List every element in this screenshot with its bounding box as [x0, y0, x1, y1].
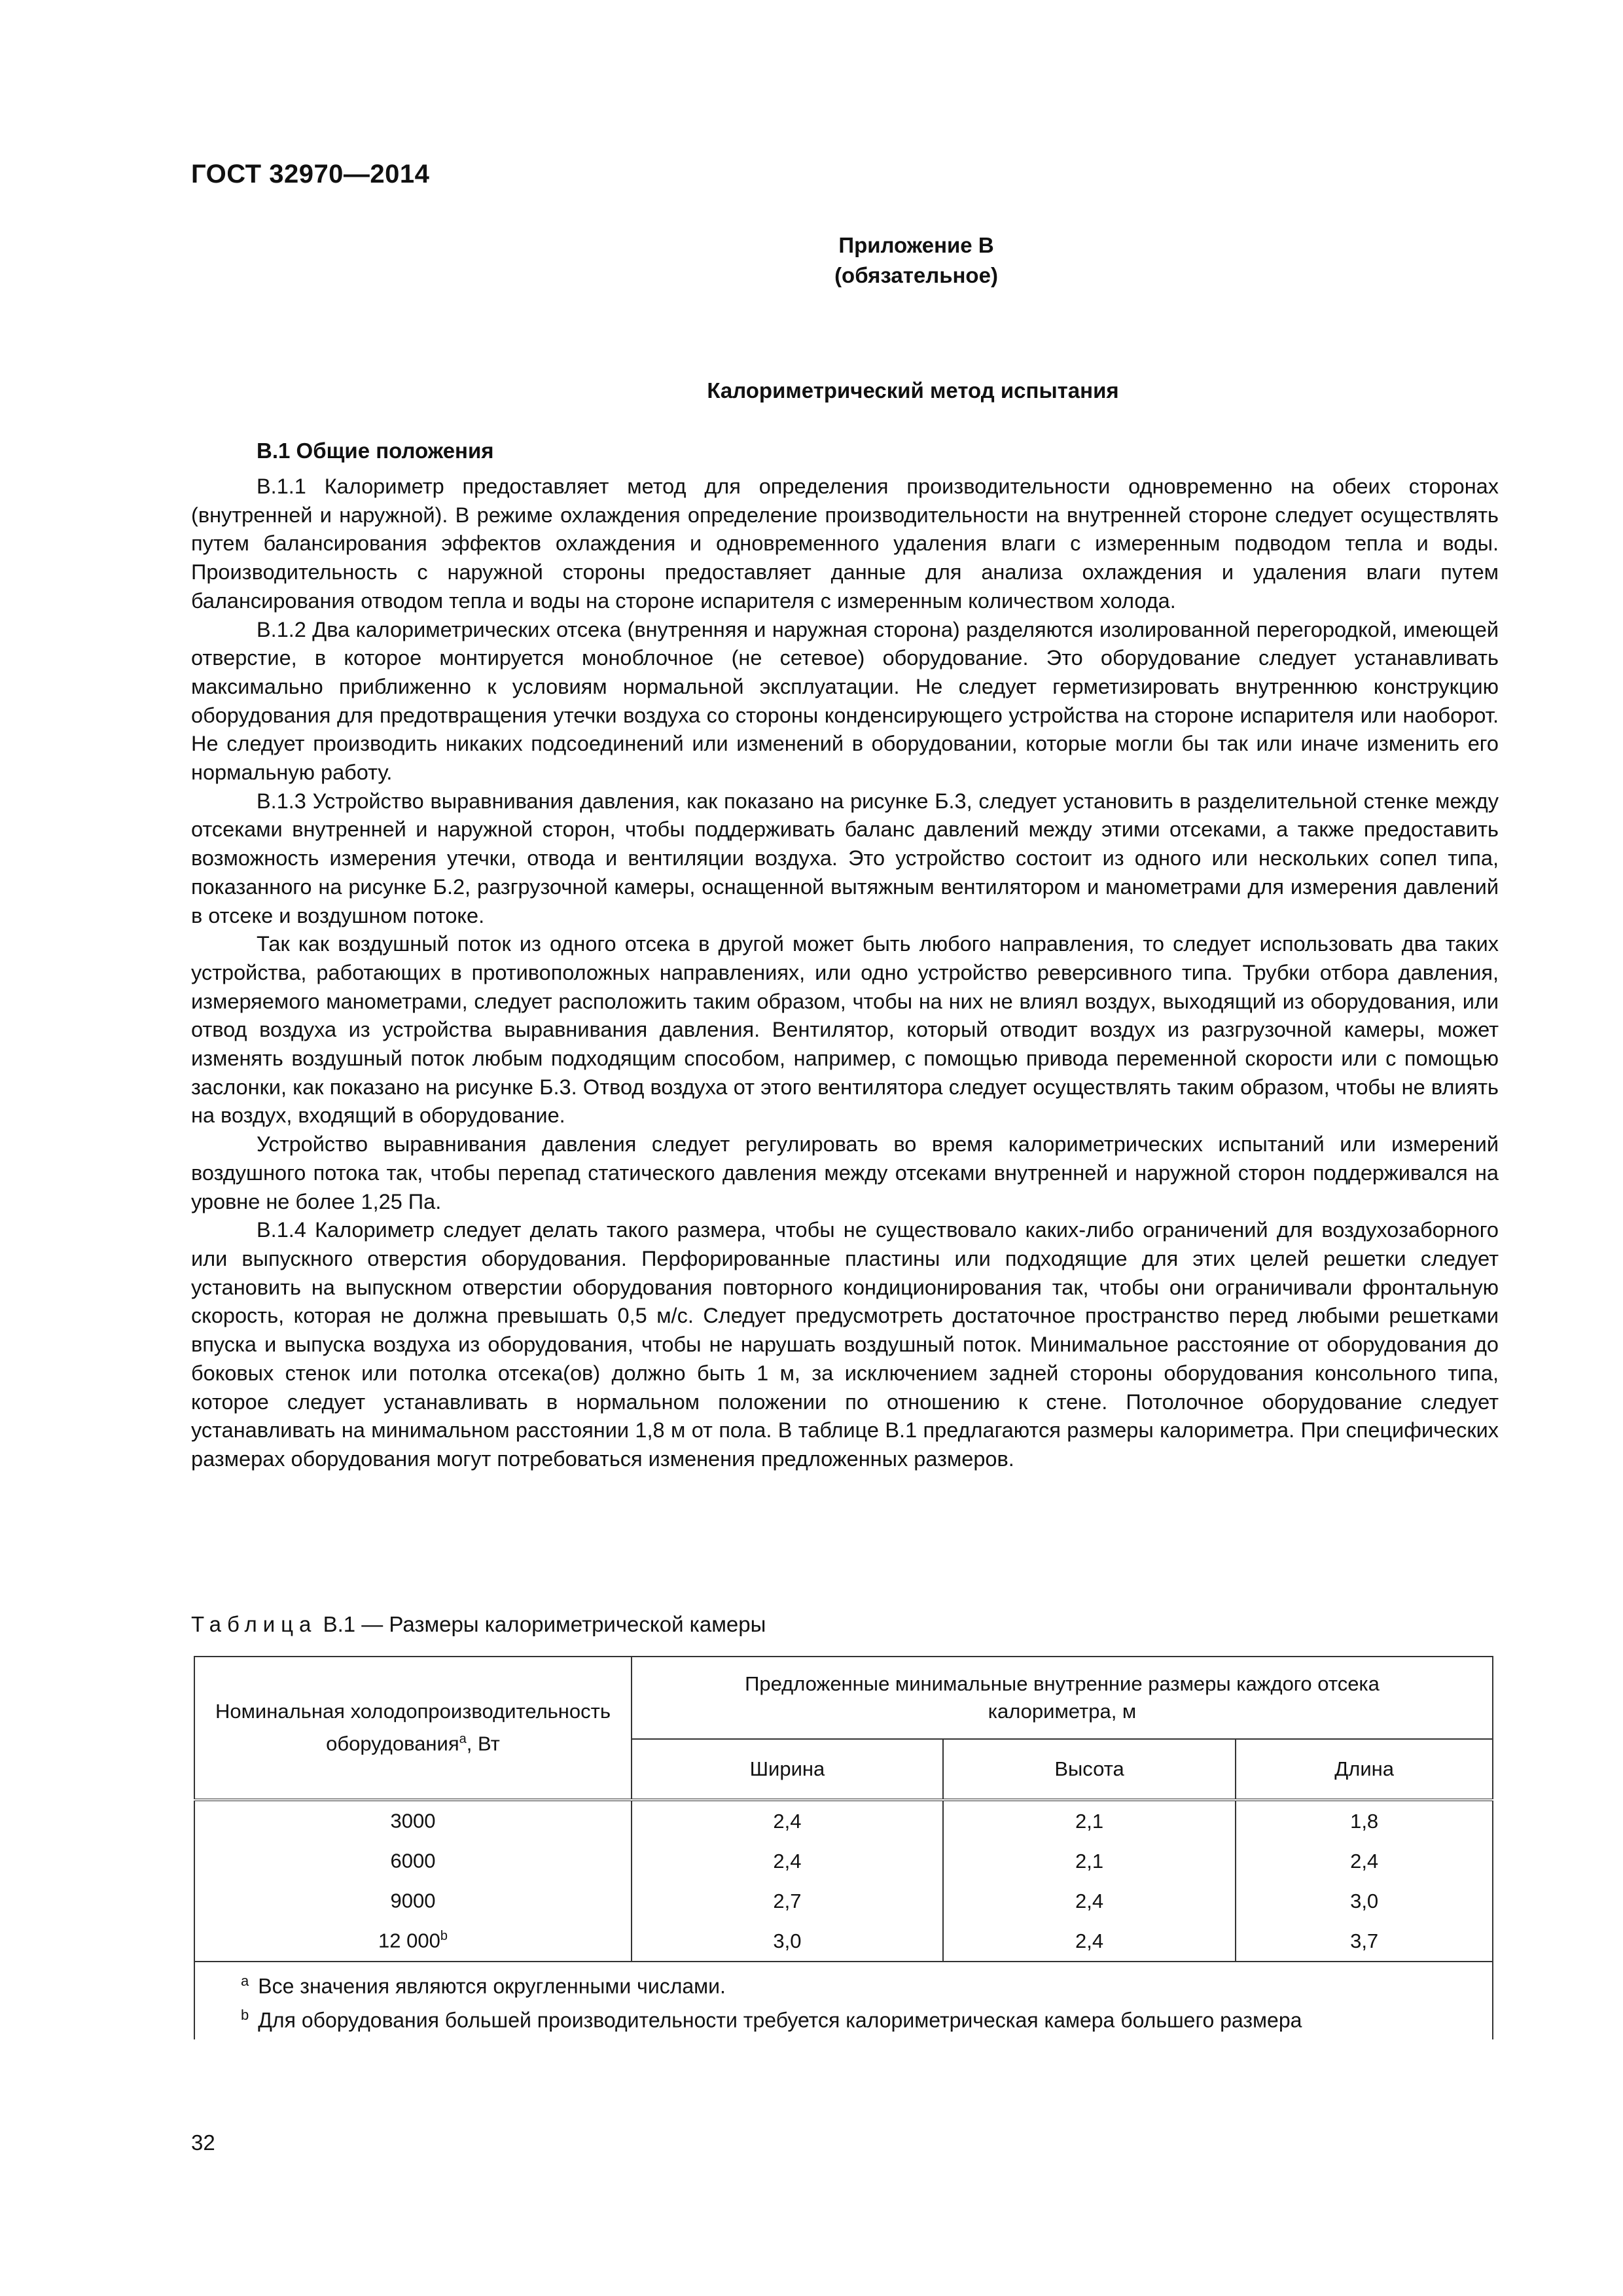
table-row: [194, 1921, 1493, 1962]
paragraph-pressure: Устройство выравнивания давления следует регулировать во время калориметрических испытаний или измерений воздушного потока так, чтобы перепад статического давления между отсеками внутренней и наружной сторон поддерживался на уровне не более 1,25 Па.: [191, 1132, 1499, 1213]
cell-height: 2,1: [943, 1800, 1236, 1841]
cell-capacity: 3000: [194, 1800, 632, 1841]
cell-width: 3,0: [632, 1921, 943, 1962]
paragraph-airflow: Так как воздушный поток из одного отсека в другой может быть любого направления, то следует использовать два таких устройства, работающих в противоположных направлениях, или одно устройство реверсивного типа. Трубки отбора давления, измеряемого манометрами, следует расположить таким образом, чтобы на них не влиял воздух, выходящий из оборудования, или отвод воздуха из устройства выравнивания давления. Вентилятор, который отводит воздух из разгрузочной камеры, может изменять воздушный поток любым подходящим способом, например, с помощью привода переменной скорости или с помощью заслонки, как показано на рисунке Б.3. Отвод воздуха от этого вентилятора следует осуществлять таким образом, чтобы не влиять на воздух, входящий в оборудование.: [191, 932, 1499, 1128]
cell-width: 2,7: [632, 1881, 943, 1921]
paragraph-b-1-1: В.1.1 Калориметр предоставляет метод для определения производительности одновременно на обеих сторонах (внутренней и наружной). В режиме охлаждения определение производительности на внутренней стороне следует осуществлять путем балансирования эффектов охлаждения и одновременного удаления влаги с измеренным подводом тепла и воды. Производительность с наружной стороны предоставляет данные для анализа охлаждения и удаления влаги путем балансирования отводом тепла и воды на стороне испарителя с измеренным количеством холода.: [191, 475, 1499, 613]
table-row: [194, 1841, 1493, 1881]
table-header-width: Ширина: [632, 1739, 943, 1800]
table-header-height: Высота: [943, 1739, 1236, 1800]
cell-capacity: 6000: [194, 1841, 632, 1881]
footnote-ref-b: b: [440, 1929, 448, 1944]
table-caption-word: Таблица: [191, 1612, 317, 1636]
table-row: [194, 1881, 1493, 1921]
table-row: [194, 1800, 1493, 1841]
appendix-heading: [0, 230, 1623, 291]
table-header-length: Длина: [1236, 1739, 1493, 1800]
footnote-b: $^b$ Для оборудования большей производительности требуется калориметрическая камера большего размера: [241, 2007, 1302, 2032]
table-footnotes: [194, 1962, 1493, 2039]
appendix-title: Приложение В: [838, 233, 994, 257]
cell-width: 2,4: [632, 1841, 943, 1881]
body-text: [191, 473, 1499, 1474]
paragraph-b-1-2: В.1.2 Два калориметрических отсека (внутренняя и наружная сторона) разделяются изолированной перегородкой, имеющей отверстие, в которое монтируется моноблочное (не сетевое) оборудование. Это оборудование следует устанавливать максимально приближенно к условиям нормальной эксплуатации. Не следует герметизировать внутреннюю конструкцию оборудования для предотвращения утечки воздуха со стороны конденсирующего устройства на стороне испарителя или наоборот. Не следует производить никаких подсоединений или изменений в оборудовании, которые могли бы так или иначе изменить его нормальную работу.: [191, 617, 1499, 785]
table-caption: [191, 1612, 766, 1637]
cell-length: 1,8: [1236, 1800, 1493, 1841]
footnote-a: $^a$ Все значения являются округленными числами.: [241, 1973, 726, 1998]
table-header-dimensions: Предложенные минимальные внутренние размеры каждого отсека калориметра, м: [632, 1657, 1493, 1739]
cell-width: 2,4: [632, 1800, 943, 1841]
section-heading: В.1 Общие положения: [257, 439, 494, 463]
table-header-capacity: Номинальная холодопроизводительность оборудования$^a$, Вт: [194, 1657, 632, 1800]
footnote-ref-a: a: [459, 1732, 467, 1747]
page-title: Калориметрический метод испытания: [707, 378, 1119, 403]
document-code: ГОСТ 32970—2014: [191, 160, 430, 188]
table-caption-text: В.1 — Размеры калориметрической камеры: [323, 1612, 766, 1636]
cell-height: 2,4: [943, 1881, 1236, 1921]
dimensions-table: [194, 1656, 1493, 2039]
cell-height: 2,4: [943, 1921, 1236, 1962]
paragraph-b-1-4: В.1.4 Калориметр следует делать такого размера, чтобы не существовало каких-либо ограничений для воздухозаборного или выпускного отверстия оборудования. Перфорированные пластины или подходящие для этих целей решетки следует установить на выпускном отверстии оборудования повторного кондиционирования так, чтобы они ограничивали фронтальную скорость, которая не должна превышать 0,5 м/с. Следует предусмотреть достаточное пространство перед любыми решетками впуска и выпуска воздуха из оборудования, чтобы не нарушать воздушный поток. Минимальное расстояние от оборудования до боковых стенок или потолка отсека(ов) должно быть 1 м, за исключением задней стороны оборудования консольного типа, которое следует устанавливать в нормальном положении по отношению к стене. Потолочное оборудование следует устанавливать на минимальном расстоянии 1,8 м от пола. В таблице В.1 предлагаются размеры калориметра. При специфических размерах оборудования могут потребоваться изменения предложенных размеров.: [191, 1218, 1499, 1471]
cell-height: 2,1: [943, 1841, 1236, 1881]
cell-length: 3,0: [1236, 1881, 1493, 1921]
cell-length: 3,7: [1236, 1921, 1493, 1962]
cell-capacity: 12 000$^b$: [194, 1921, 632, 1962]
paragraph-b-1-3: В.1.3 Устройство выравнивания давления, как показано на рисунке Б.3, следует установить в разделительной стенке между отсеками внутренней и наружной сторон, чтобы поддерживать баланс давлений между этими отсеками, а также предоставить возможность измерения утечки, отвода и вентиляции воздуха. Это устройство состоит из одного или нескольких сопел типа, показанного на рисунке Б.2, разгрузочной камеры, оснащенной вытяжным вентилятором и манометрами для измерения давлений в отсеке и воздушном потоке.: [191, 789, 1499, 927]
cell-length: 2,4: [1236, 1841, 1493, 1881]
page-number: 32: [191, 2130, 215, 2155]
cell-capacity: 9000: [194, 1881, 632, 1921]
appendix-status: (обязательное): [834, 263, 998, 287]
